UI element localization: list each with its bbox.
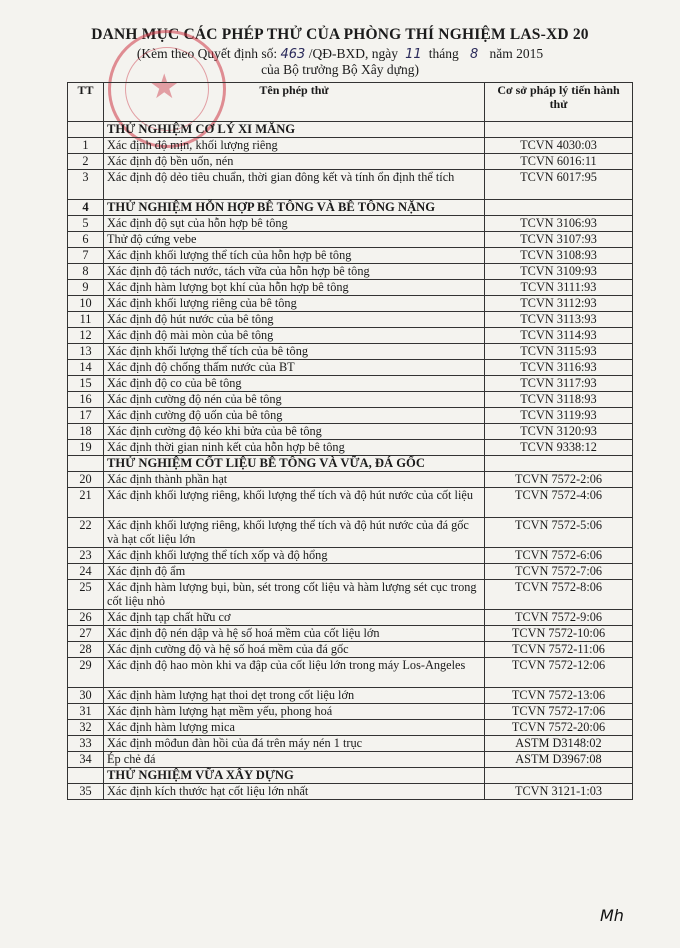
test-name: Xác định hàm lượng mica xyxy=(104,720,485,736)
row-number: 9 xyxy=(68,280,104,296)
legal-basis-code: TCVN 3120:93 xyxy=(485,424,633,440)
legal-basis-code: TCVN 7572-2:06 xyxy=(485,472,633,488)
legal-basis-code: TCVN 3112:93 xyxy=(485,296,633,312)
row-number: 27 xyxy=(68,626,104,642)
decision-year: năm 2015 xyxy=(489,46,544,61)
section-header-row xyxy=(68,768,633,784)
row-number: 33 xyxy=(68,736,104,752)
row-number: 23 xyxy=(68,548,104,564)
table-row xyxy=(68,658,633,688)
table-row xyxy=(68,138,633,154)
test-name: Ép chẻ đá xyxy=(104,752,485,768)
test-name: Xác định môđun đàn hồi của đá trên máy nén 1 trục xyxy=(104,736,485,752)
row-number: 3 xyxy=(68,170,104,200)
legal-basis-code: TCVN 3116:93 xyxy=(485,360,633,376)
legal-basis-code: ASTM D3148:02 xyxy=(485,736,633,752)
row-number: 14 xyxy=(68,360,104,376)
legal-basis-code: TCVN 7572-7:06 xyxy=(485,564,633,580)
row-number: 29 xyxy=(68,658,104,688)
document-title: DANH MỤC CÁC PHÉP THỬ CỦA PHÒNG THÍ NGHIỆM LAS-XD 20 xyxy=(91,26,589,43)
row-number: 24 xyxy=(68,564,104,580)
table-row xyxy=(68,626,633,642)
decision-reference xyxy=(0,46,680,62)
table-row xyxy=(68,720,633,736)
table-row xyxy=(68,170,633,200)
decision-mid: /QĐ-BXD, ngày xyxy=(308,46,398,61)
test-name: Xác định độ hao mòn khi va đập của cốt liệu lớn trong máy Los-Angeles xyxy=(104,658,485,688)
table-row xyxy=(68,580,633,610)
test-name: Xác định độ dẻo tiêu chuẩn, thời gian đông kết và tính ổn định thể tích xyxy=(104,170,485,200)
row-number: 22 xyxy=(68,518,104,548)
test-name: THỬ NGHIỆM HỖN HỢP BÊ TÔNG VÀ BÊ TÔNG NẶNG xyxy=(104,200,485,216)
table-row xyxy=(68,440,633,456)
legal-basis-code: TCVN 6016:11 xyxy=(485,154,633,170)
table-row xyxy=(68,784,633,800)
row-number: 34 xyxy=(68,752,104,768)
section-header-row xyxy=(68,122,633,138)
table-row xyxy=(68,328,633,344)
table-row xyxy=(68,472,633,488)
row-number: 5 xyxy=(68,216,104,232)
legal-basis-code: TCVN 6017:95 xyxy=(485,170,633,200)
row-number: 4 xyxy=(68,200,104,216)
legal-basis-code: TCVN 7572-12:06 xyxy=(485,658,633,688)
table-row xyxy=(68,424,633,440)
table-row xyxy=(68,642,633,658)
test-name: Xác định khối lượng thể tích của hỗn hợp bê tông xyxy=(104,248,485,264)
row-number: 10 xyxy=(68,296,104,312)
test-name: Xác định độ mài mòn của bê tông xyxy=(104,328,485,344)
row-number: 13 xyxy=(68,344,104,360)
legal-basis-code xyxy=(485,768,633,784)
legal-basis-code: TCVN 3113:93 xyxy=(485,312,633,328)
table-row xyxy=(68,280,633,296)
table-row xyxy=(68,408,633,424)
test-name: Xác định hàm lượng bụi, bùn, sét trong cốt liệu và hàm lượng sét cục trong cốt liệu nhỏ xyxy=(104,580,485,610)
test-name: Xác định thời gian ninh kết của hỗn hợp bê tông xyxy=(104,440,485,456)
row-number: 18 xyxy=(68,424,104,440)
test-name: Xác định hàm lượng bọt khí của hỗn hợp bê tông xyxy=(104,280,485,296)
legal-basis-code: TCVN 7572-13:06 xyxy=(485,688,633,704)
table-row xyxy=(68,296,633,312)
column-header-tt: TT xyxy=(68,83,104,122)
table-row xyxy=(68,216,633,232)
section-header-row xyxy=(68,456,633,472)
row-number: 2 xyxy=(68,154,104,170)
legal-basis-code: TCVN 3117:93 xyxy=(485,376,633,392)
table-row xyxy=(68,360,633,376)
test-name: Xác định khối lượng riêng của bê tông xyxy=(104,296,485,312)
row-number: 28 xyxy=(68,642,104,658)
legal-basis-code xyxy=(485,200,633,216)
legal-basis-code: TCVN 3111:93 xyxy=(485,280,633,296)
legal-basis-code: TCVN 7572-9:06 xyxy=(485,610,633,626)
legal-basis-code: TCVN 7572-8:06 xyxy=(485,580,633,610)
legal-basis-code: TCVN 3109:93 xyxy=(485,264,633,280)
legal-basis-code: ASTM D3967:08 xyxy=(485,752,633,768)
column-header-legal-basis: Cơ sở pháp lý tiến hành thử xyxy=(485,83,633,122)
legal-basis-code: TCVN 4030:03 xyxy=(485,138,633,154)
legal-basis-code: TCVN 9338:12 xyxy=(485,440,633,456)
legal-basis-code: TCVN 7572-20:06 xyxy=(485,720,633,736)
row-number: 12 xyxy=(68,328,104,344)
row-number xyxy=(68,456,104,472)
legal-basis-code: TCVN 7572-10:06 xyxy=(485,626,633,642)
test-name: Xác định độ hút nước của bê tông xyxy=(104,312,485,328)
table-body xyxy=(68,122,633,800)
test-name: Xác định cường độ uốn của bê tông xyxy=(104,408,485,424)
table-row xyxy=(68,392,633,408)
test-name: Xác định độ mịn, khối lượng riêng xyxy=(104,138,485,154)
table-row xyxy=(68,248,633,264)
legal-basis-code: TCVN 3119:93 xyxy=(485,408,633,424)
test-name: Xác định kích thước hạt cốt liệu lớn nhất xyxy=(104,784,485,800)
test-name: Xác định cường độ nén của bê tông xyxy=(104,392,485,408)
table-row xyxy=(68,344,633,360)
test-name: Xác định độ chống thấm nước của BT xyxy=(104,360,485,376)
legal-basis-code: TCVN 3108:93 xyxy=(485,248,633,264)
test-name: Xác định khối lượng thể tích của bê tông xyxy=(104,344,485,360)
row-number: 15 xyxy=(68,376,104,392)
row-number: 7 xyxy=(68,248,104,264)
test-name: Xác định hàm lượng hạt thoi dẹt trong cốt liệu lớn xyxy=(104,688,485,704)
test-name: Xác định cường độ và hệ số hoá mềm của đá gốc xyxy=(104,642,485,658)
table-row xyxy=(68,548,633,564)
row-number: 16 xyxy=(68,392,104,408)
test-name: THỬ NGHIỆM VỮA XÂY DỰNG xyxy=(104,768,485,784)
legal-basis-code: TCVN 3118:93 xyxy=(485,392,633,408)
test-name: Xác định độ co của bê tông xyxy=(104,376,485,392)
table-row xyxy=(68,232,633,248)
test-name: Xác định tạp chất hữu cơ xyxy=(104,610,485,626)
table-row xyxy=(68,704,633,720)
table-row xyxy=(68,376,633,392)
legal-basis-code: TCVN 7572-17:06 xyxy=(485,704,633,720)
test-name: Xác định cường độ kéo khi bửa của bê tông xyxy=(104,424,485,440)
test-name: Xác định thành phần hạt xyxy=(104,472,485,488)
row-number: 19 xyxy=(68,440,104,456)
row-number: 11 xyxy=(68,312,104,328)
legal-basis-code: TCVN 7572-5:06 xyxy=(485,518,633,548)
table-row xyxy=(68,488,633,518)
table-row xyxy=(68,264,633,280)
row-number: 25 xyxy=(68,580,104,610)
column-header-test-name: Tên phép thử xyxy=(104,83,485,122)
table-row xyxy=(68,312,633,328)
legal-basis-code: TCVN 7572-11:06 xyxy=(485,642,633,658)
decision-month: 8 xyxy=(469,47,479,62)
legal-basis-code xyxy=(485,456,633,472)
document-header xyxy=(0,26,680,78)
decision-month-label: tháng xyxy=(428,46,459,61)
seal-star-icon: ★ xyxy=(149,67,180,107)
legal-basis-code: TCVN 3115:93 xyxy=(485,344,633,360)
legal-basis-code: TCVN 7572-6:06 xyxy=(485,548,633,564)
row-number: 35 xyxy=(68,784,104,800)
row-number: 21 xyxy=(68,488,104,518)
legal-basis-code: TCVN 3114:93 xyxy=(485,328,633,344)
table-row xyxy=(68,610,633,626)
test-list-table xyxy=(67,82,633,800)
table-row xyxy=(68,736,633,752)
row-number xyxy=(68,768,104,784)
table-row xyxy=(68,688,633,704)
legal-basis-code: TCVN 7572-4:06 xyxy=(485,488,633,518)
test-name: Xác định độ tách nước, tách vữa của hỗn hợp bê tông xyxy=(104,264,485,280)
section-header-row xyxy=(68,200,633,216)
test-name: Xác định khối lượng thể tích xốp và độ hổng xyxy=(104,548,485,564)
test-name: Xác định độ ẩm xyxy=(104,564,485,580)
row-number: 30 xyxy=(68,688,104,704)
test-name: Thử độ cứng vebe xyxy=(104,232,485,248)
row-number: 6 xyxy=(68,232,104,248)
test-name: Xác định độ sụt của hỗn hợp bê tông xyxy=(104,216,485,232)
test-name: THỬ NGHIỆM CƠ LÝ XI MĂNG xyxy=(104,122,485,138)
legal-basis-code: TCVN 3106:93 xyxy=(485,216,633,232)
legal-basis-code xyxy=(485,122,633,138)
legal-basis-code: TCVN 3121-1:03 xyxy=(485,784,633,800)
issuing-authority: của Bộ trưởng Bộ Xây dựng) xyxy=(261,62,419,77)
table-header-row xyxy=(68,83,633,122)
test-name: Xác định hàm lượng hạt mềm yếu, phong hoá xyxy=(104,704,485,720)
row-number: 26 xyxy=(68,610,104,626)
row-number: 17 xyxy=(68,408,104,424)
row-number: 1 xyxy=(68,138,104,154)
decision-prefix: (Kèm theo Quyết định số: xyxy=(136,46,278,61)
table-row xyxy=(68,154,633,170)
test-name: THỬ NGHIỆM CỐT LIỆU BÊ TÔNG VÀ VỮA, ĐÁ GỐC xyxy=(104,456,485,472)
test-name: Xác định khối lượng riêng, khối lượng thể tích và độ hút nước của đá gốc và hạt cốt liệu lớn xyxy=(104,518,485,548)
table-row xyxy=(68,518,633,548)
row-number: 20 xyxy=(68,472,104,488)
legal-basis-code: TCVN 3107:93 xyxy=(485,232,633,248)
table-row xyxy=(68,752,633,768)
table-row xyxy=(68,564,633,580)
handwritten-initials: Mh xyxy=(600,906,624,925)
row-number: 8 xyxy=(68,264,104,280)
row-number xyxy=(68,122,104,138)
test-name: Xác định khối lượng riêng, khối lượng thể tích và độ hút nước của cốt liệu xyxy=(104,488,485,518)
test-name: Xác định độ nén dập và hệ số hoá mềm của cốt liệu lớn xyxy=(104,626,485,642)
row-number: 32 xyxy=(68,720,104,736)
row-number: 31 xyxy=(68,704,104,720)
decision-day: 11 xyxy=(405,47,422,62)
decision-number: 463 xyxy=(280,47,306,62)
test-name: Xác định độ bền uốn, nén xyxy=(104,154,485,170)
